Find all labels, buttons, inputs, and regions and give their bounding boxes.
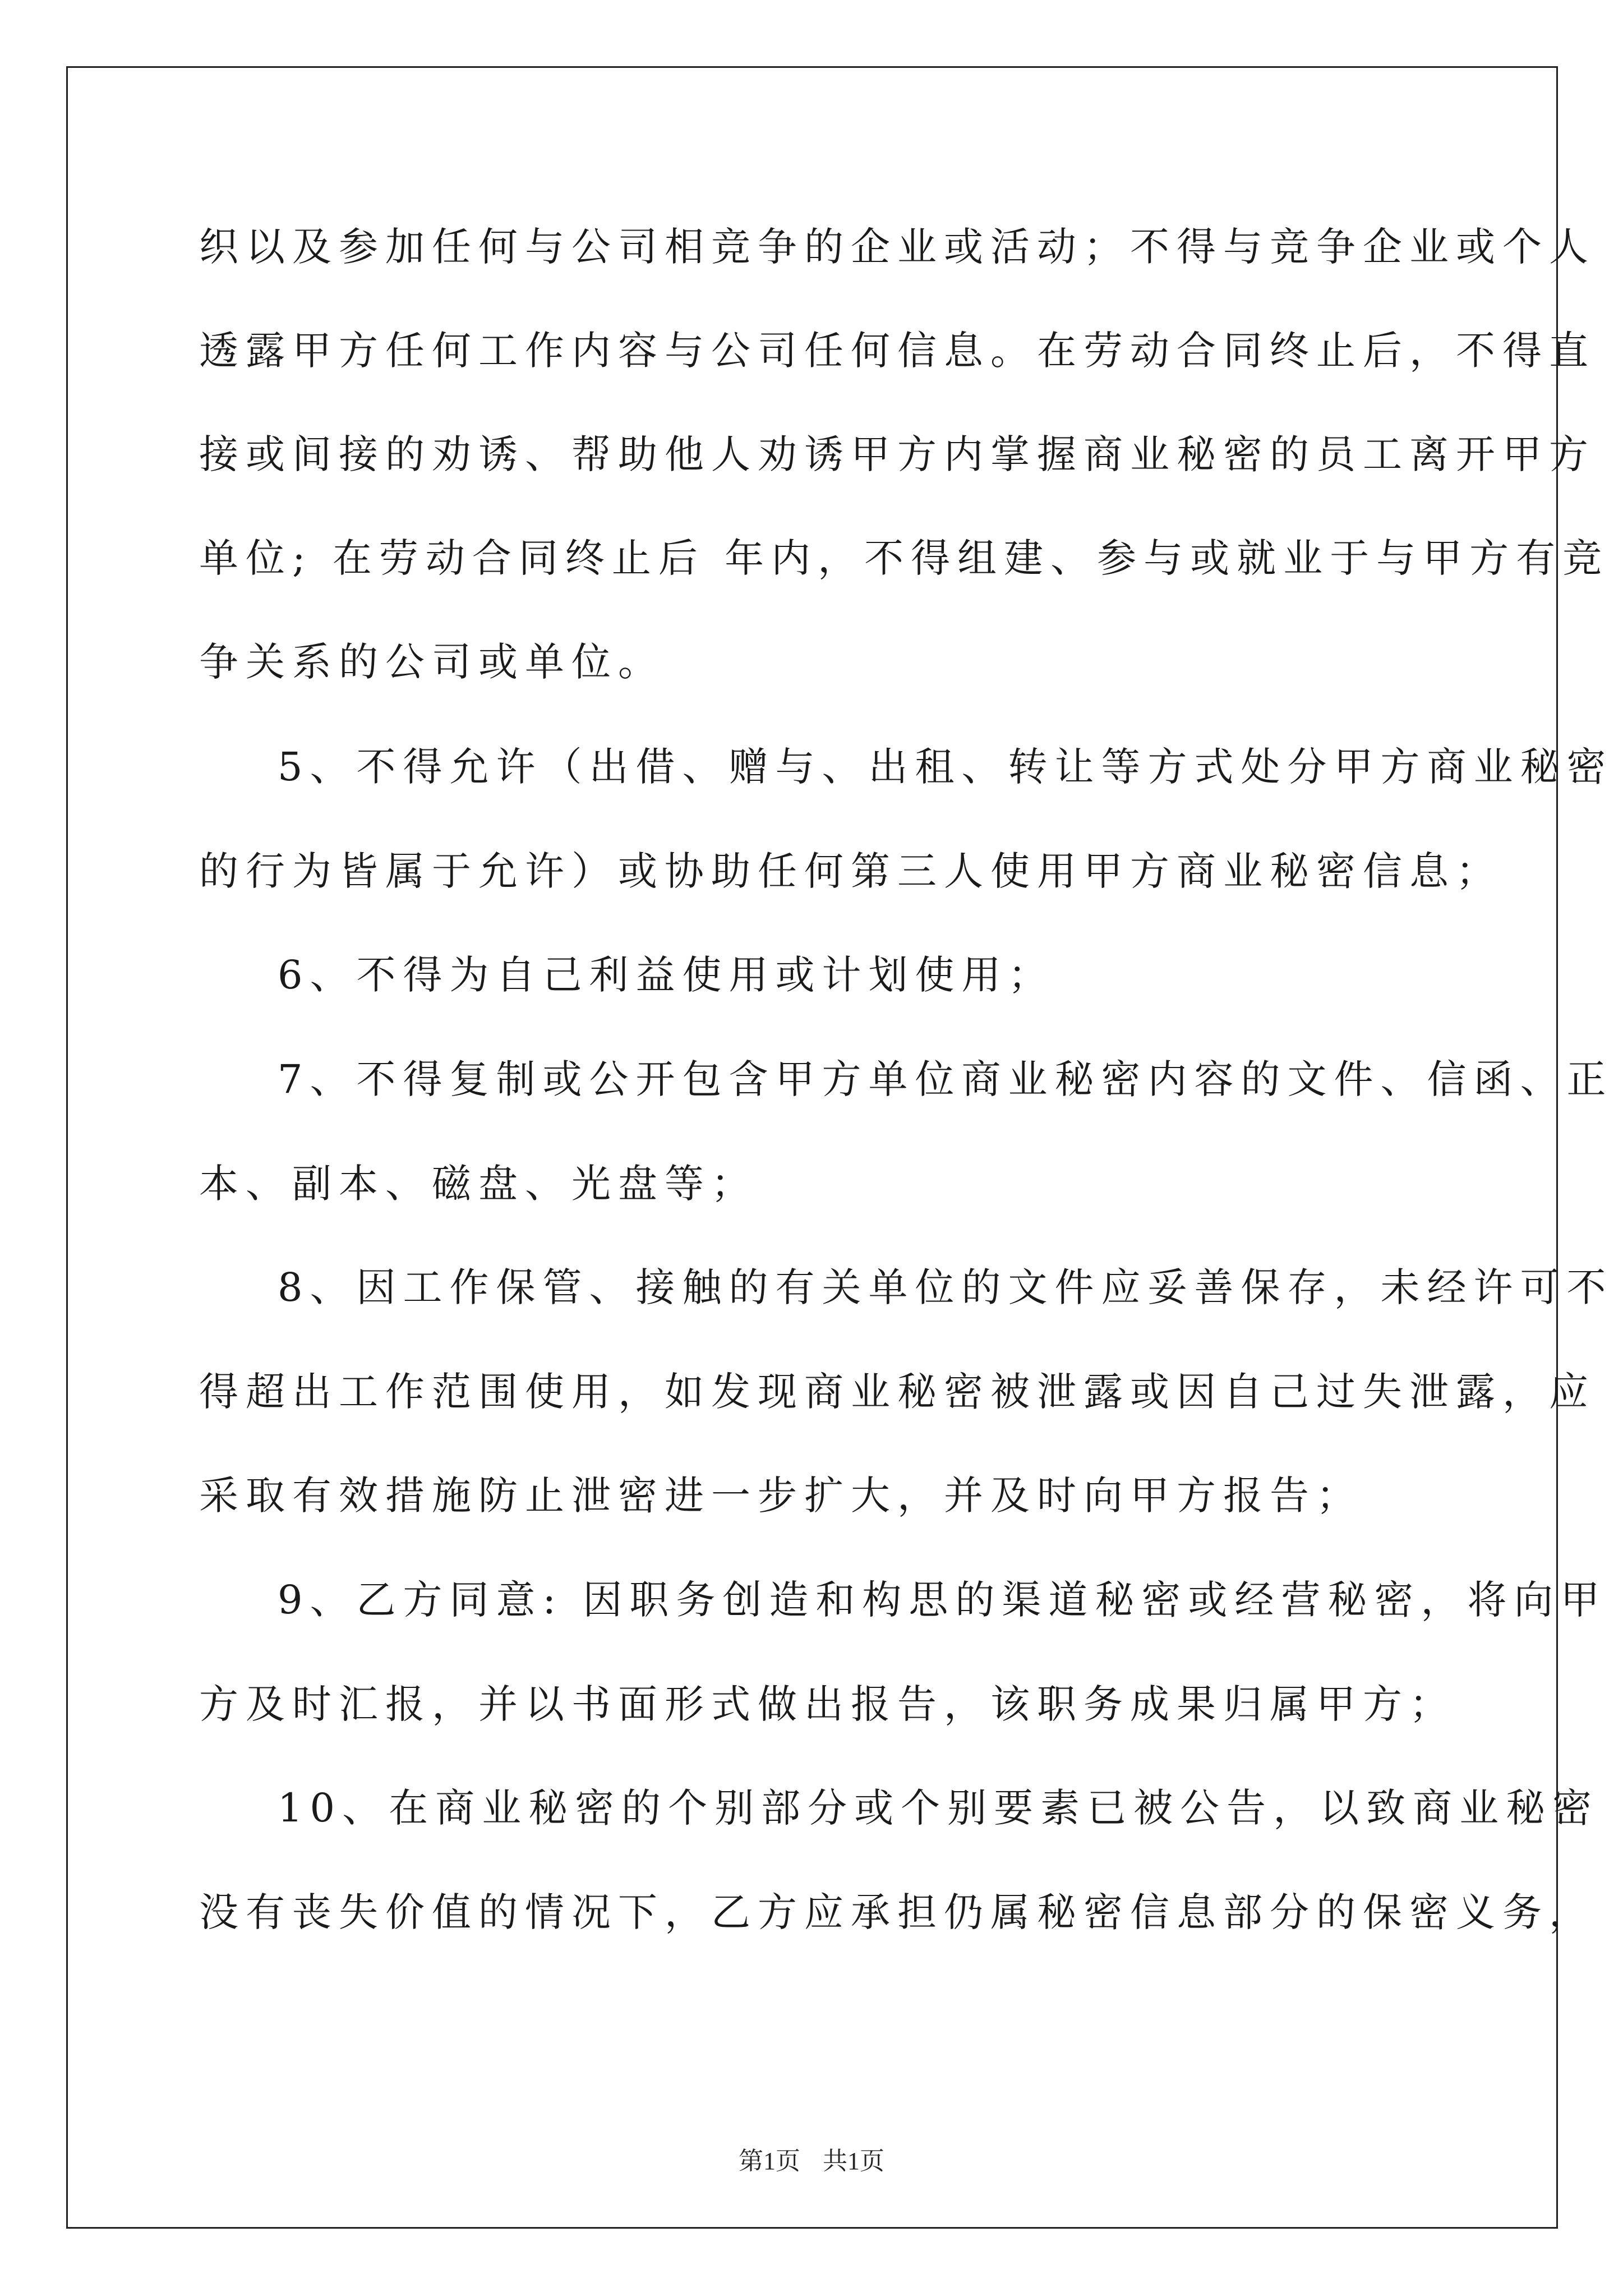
paragraph-start-6: 6、不得为自己利益使用或计划使用； (278, 952, 1055, 998)
paragraph-start-8: 8、因工作保管、接触的有关单位的文件应妥善保存，未经许可不 (278, 1264, 1613, 1310)
text-line: 本、副本、磁盘、光盘等； (199, 1161, 758, 1207)
text-line: 的行为皆属于允许）或协助任何第三人使用甲方商业秘密信息； (199, 848, 1502, 894)
text-line: 单位; 在劳动合同终止后 年内，不得组建、参与或就业于与甲方有竞 (199, 535, 1610, 581)
paragraph-start-10: 10、在商业秘密的个别部分或个别要素已被公告，以致商业秘密 (278, 1785, 1599, 1831)
page-total: 共1页 (823, 2147, 884, 2175)
text-line: 争关系的公司或单位。 (199, 639, 665, 685)
text-line: 接或间接的劝诱、帮助他人劝诱甲方内掌握商业秘密的员工离开甲方 (199, 431, 1596, 477)
text-line: 织以及参加任何与公司相竞争的企业或活动；不得与竞争企业或个人 (199, 224, 1596, 270)
text-line: 采取有效措施防止泄密进一步扩大，并及时向甲方报告； (199, 1473, 1363, 1519)
page-footer (0, 2146, 1623, 2177)
page-number: 第1页 (739, 2147, 800, 2175)
text-line: 得超出工作范围使用，如发现商业秘密被泄露或因自己过失泄露，应 (199, 1369, 1596, 1415)
paragraph-start-9: 9、乙方同意: 因职务创造和构思的渠道秘密或经营秘密，将向甲 (278, 1577, 1607, 1623)
text-line: 透露甲方任何工作内容与公司任何信息。在劳动合同终止后，不得直 (199, 328, 1596, 374)
paragraph-start-5: 5、不得允许（出借、赠与、出租、转让等方式处分甲方商业秘密 (278, 744, 1613, 790)
text-line: 没有丧失价值的情况下，乙方应承担仍属秘密信息部分的保密义务， (199, 1889, 1596, 1935)
paragraph-start-7: 7、不得复制或公开包含甲方单位商业秘密内容的文件、信函、正 (278, 1056, 1613, 1102)
text-line: 方及时汇报，并以书面形式做出报告，该职务成果归属甲方； (199, 1681, 1456, 1727)
